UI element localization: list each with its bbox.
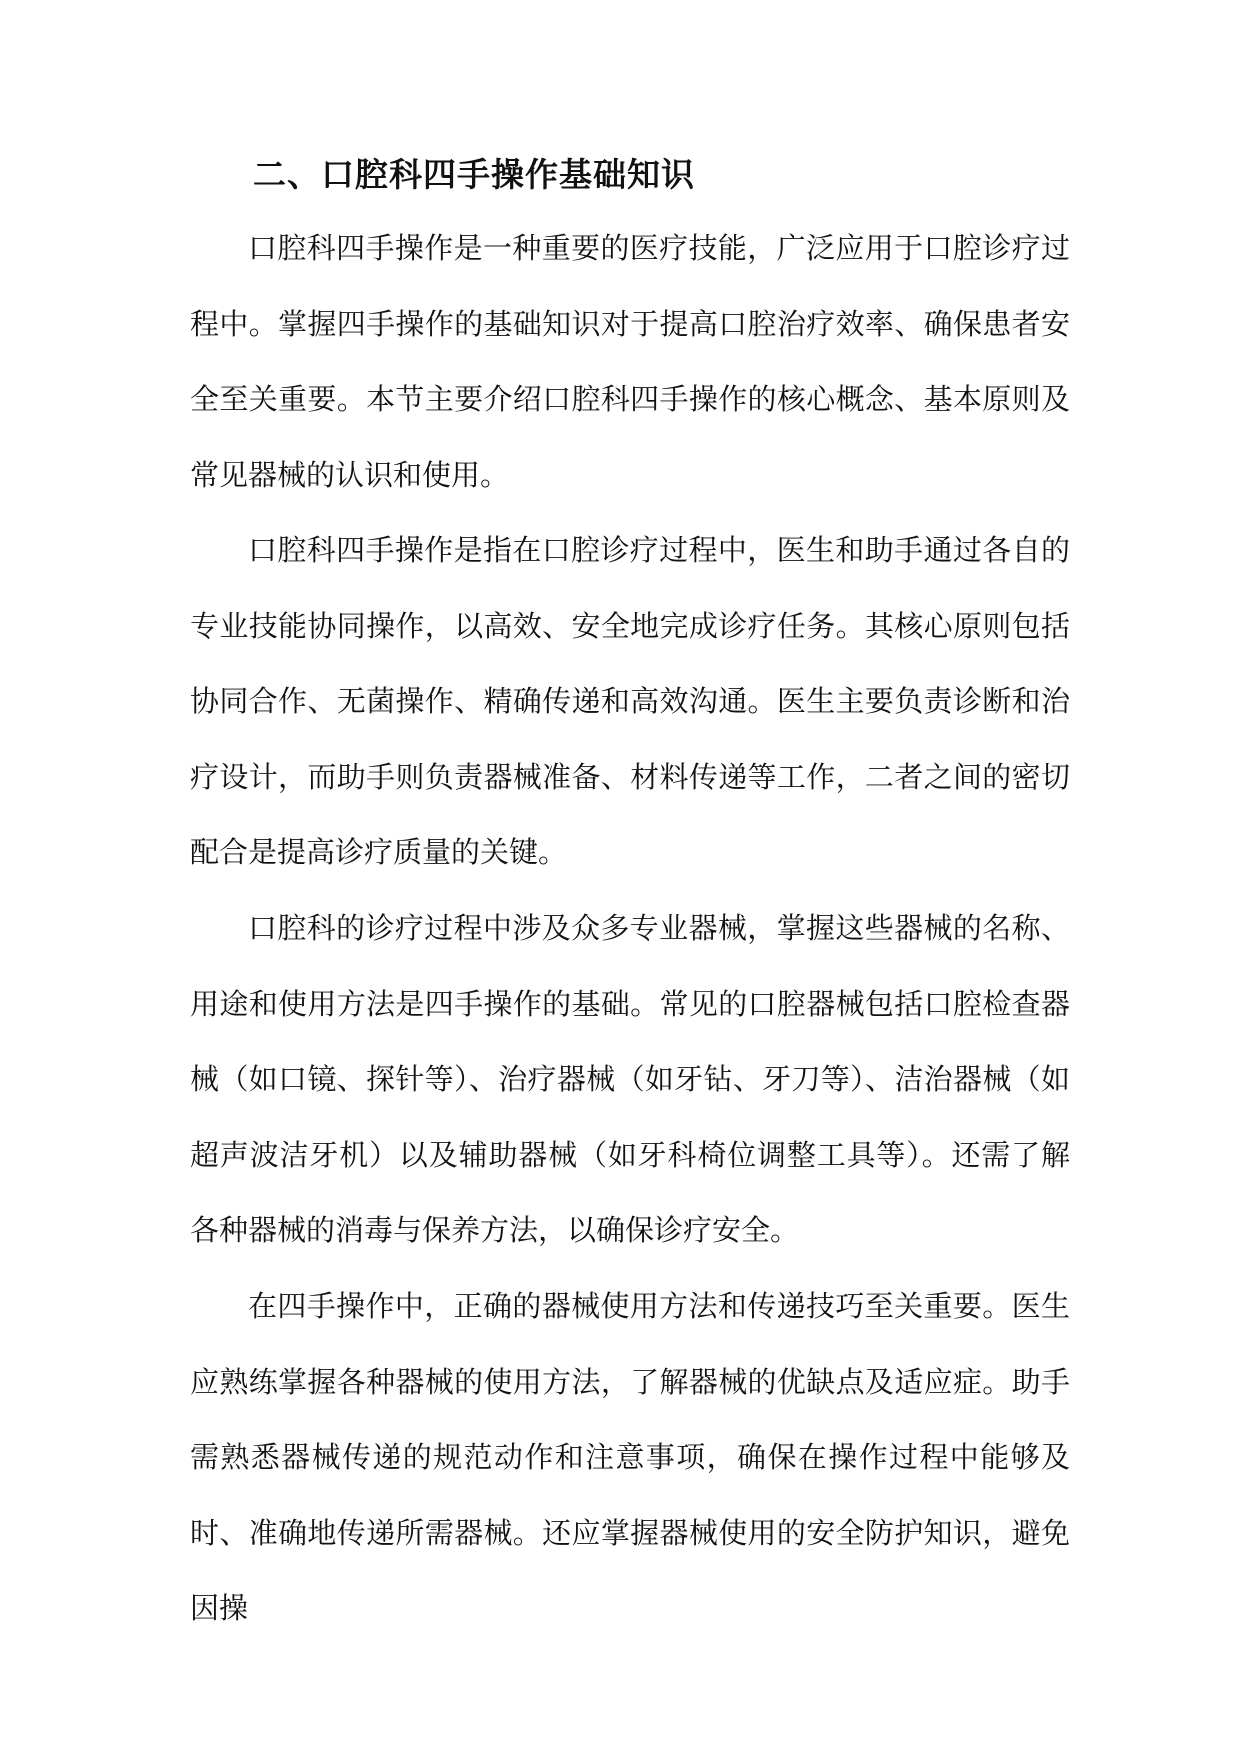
section-heading: 二、口腔科四手操作基础知识: [253, 155, 695, 194]
paragraph-4: 在四手操作中，正确的器械使用方法和传递技巧至关重要。医生应熟练掌握各种器械的使用方法，了解器械的优缺点及适应症。助手需熟悉器械传递的规范动作和注意事项，确保在操作过程中能够及时、准确地传递所需器械。还应掌握器械使用的安全防护知识，避免因操: [190, 1289, 1070, 1626]
paragraph-1: 口腔科四手操作是一种重要的医疗技能，广泛应用于口腔诊疗过程中。掌握四手操作的基础知识对于提高口腔治疗效率、确保患者安全至关重要。本节主要介绍口腔科四手操作的核心概念、基本原则及常见器械的认识和使用。: [190, 231, 1070, 492]
paragraph-3: 口腔科的诊疗过程中涉及众多专业器械，掌握这些器械的名称、用途和使用方法是四手操作的基础。常见的口腔器械包括口腔检查器械（如口镜、探针等）、治疗器械（如牙钻、牙刀等）、洁治器械（如超声波洁牙机）以及辅助器械（如牙科椅位调整工具等）。还需了解各种器械的消毒与保养方法，以确保诊疗安全。: [190, 911, 1070, 1248]
paragraph-2: 口腔科四手操作是指在口腔诊疗过程中，医生和助手通过各自的专业技能协同操作，以高效、安全地完成诊疗任务。其核心原则包括协同合作、无菌操作、精确传递和高效沟通。医生主要负责诊断和治疗设计，而助手则负责器械准备、材料传递等工作，二者之间的密切配合是提高诊疗质量的关键。: [190, 533, 1070, 870]
